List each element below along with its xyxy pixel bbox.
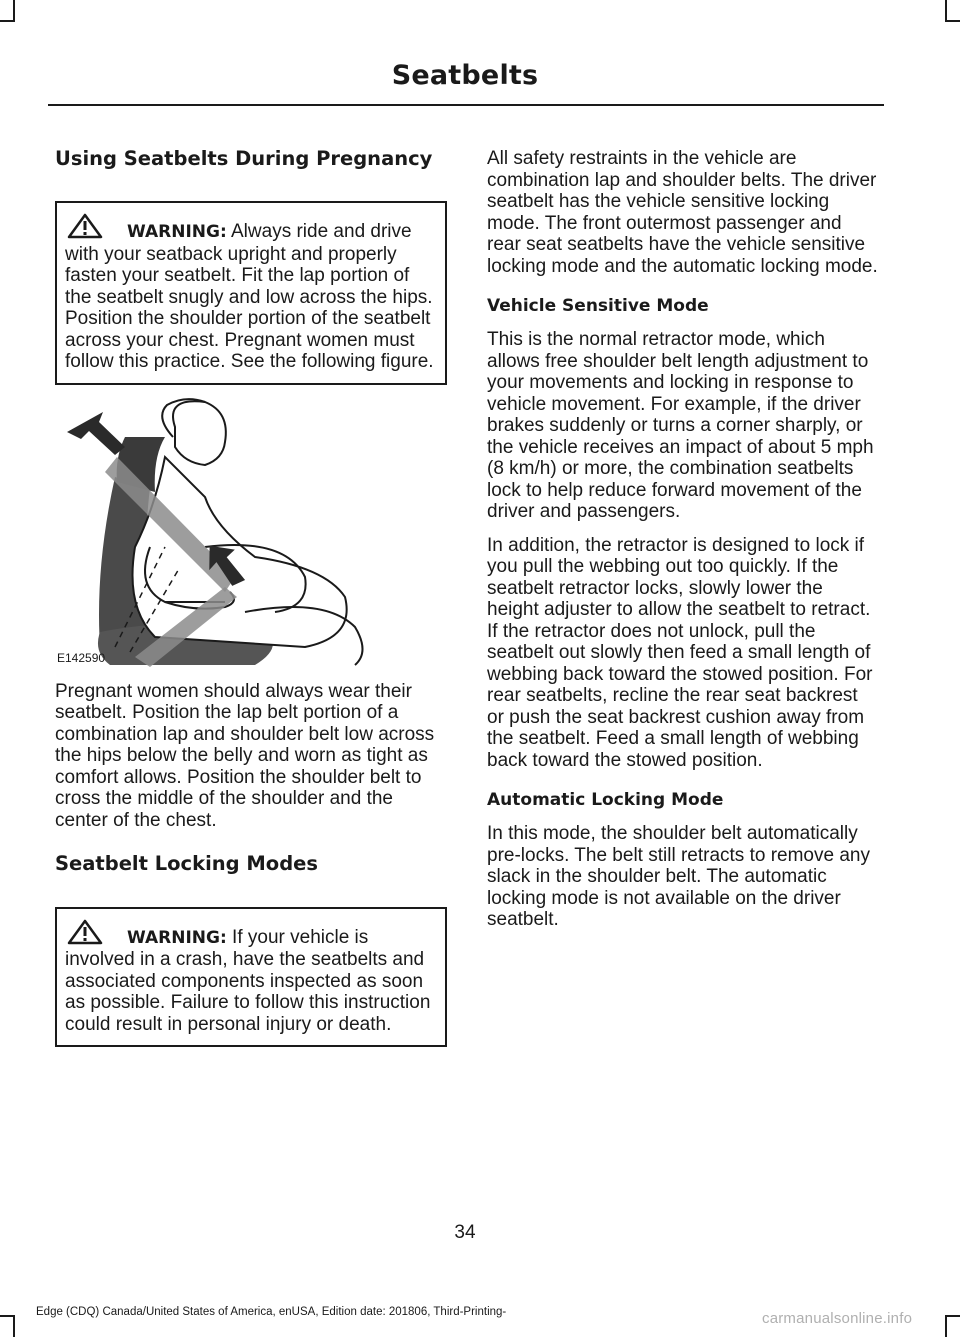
page-number: 34 [454, 1222, 476, 1243]
crop-mark [945, 20, 960, 22]
paragraph-pregnant-women: Pregnant women should always wear their seatbelt. Position the lap belt portion of a combination lap and shoulder belt low across the hips below the belly and worn as tight as comfort allows. Position the shoulder belt to cross the middle of the shoulder and the center of the chest. [55, 680, 435, 831]
crop-mark [13, 1315, 15, 1337]
crop-mark [0, 20, 15, 22]
paragraph-safety-restraints: All safety restraints in the vehicle are combination lap and shoulder belts. The driver seatbelt has the vehicle sensitive locking mode. The front outermost passenger and rear seat seatbelts have the vehicle sensitive locking mode and the automatic locking mode. [487, 148, 878, 277]
subheading-vehicle-sensitive-mode: Vehicle Sensitive Mode [487, 296, 709, 316]
warning-label: WARNING: [127, 222, 227, 243]
crop-mark [945, 1315, 947, 1337]
warning-text: Always ride and drive with your seatback upright and properly fasten your seatbelt. Fit the lap portion of the seatbelt snugly and low across the hips. Position the shoulder portion of the seatbelt across your chest. Pregnant women must follow this practice. See the following figure. [65, 221, 434, 373]
paragraph-normal-retractor-mode: This is the normal retractor mode, which allows free shoulder belt length adjustment to your movements and locking in response to vehicle movement. For example, if the driver brakes suddenly or turns a corner sharply, or the vehicle receives an impact of about 5 mph (8 km/h) or more, the combination seatbelts lock to help reduce forward movement of the driver and passengers. [487, 329, 874, 523]
watermark: carmanualsonline.info [762, 1310, 913, 1327]
warning-triangle-icon [65, 919, 123, 945]
crop-mark [13, 0, 15, 22]
crop-mark [945, 1315, 960, 1317]
warning-box-pregnancy [55, 201, 447, 385]
subheading-automatic-locking-mode: Automatic Locking Mode [487, 790, 724, 811]
right-column [487, 148, 879, 931]
left-column [55, 140, 447, 1047]
section-heading-pregnancy: Using Seatbelts During Pregnancy [55, 147, 433, 170]
pregnancy-seatbelt-figure [55, 397, 447, 669]
section-heading-locking-modes: Seatbelt Locking Modes [55, 852, 318, 876]
page-title: Seatbelts [391, 60, 539, 91]
figure-id: E142590 [57, 650, 106, 665]
warning-label: WARNING: [127, 927, 227, 948]
paragraph-automatic-locking: In this mode, the shoulder belt automatically pre-locks. The belt still retracts to remove any slack in the shoulder belt. The automatic locking mode is not available on the driver seatbelt. [487, 823, 870, 931]
pregnant-woman-seatbelt-illustration [55, 397, 447, 669]
crop-mark [945, 0, 947, 22]
paragraph-retractor-lock: In addition, the retractor is designed to lock if you pull the webbing out too quickly. If the seatbelt retractor locks, slowly lower the height adjuster to allow the seatbelt to retract. If the retractor does not unlock, pull the seatbelt out slowly then feed a small length of webbing back toward the stowed position. For rear seatbelts, recline the rear seat backrest or push the seat backrest cushion away from the seatbelt. Feed a small length of webbing back toward the stowed position. [487, 534, 873, 771]
footer-edition: Edge (CDQ) Canada/United States of America, enUSA, Edition date: 201806, Third-Printing- [36, 1306, 507, 1318]
crop-mark [0, 1315, 15, 1317]
warning-text: If your vehicle is involved in a crash, have the seatbelts and associated components inspected as soon as possible. Failure to follow this instruction could result in personal injury or death. [65, 926, 431, 1035]
warning-box-crash [55, 907, 447, 1048]
header-rule [48, 104, 884, 106]
warning-triangle-icon [65, 213, 123, 239]
